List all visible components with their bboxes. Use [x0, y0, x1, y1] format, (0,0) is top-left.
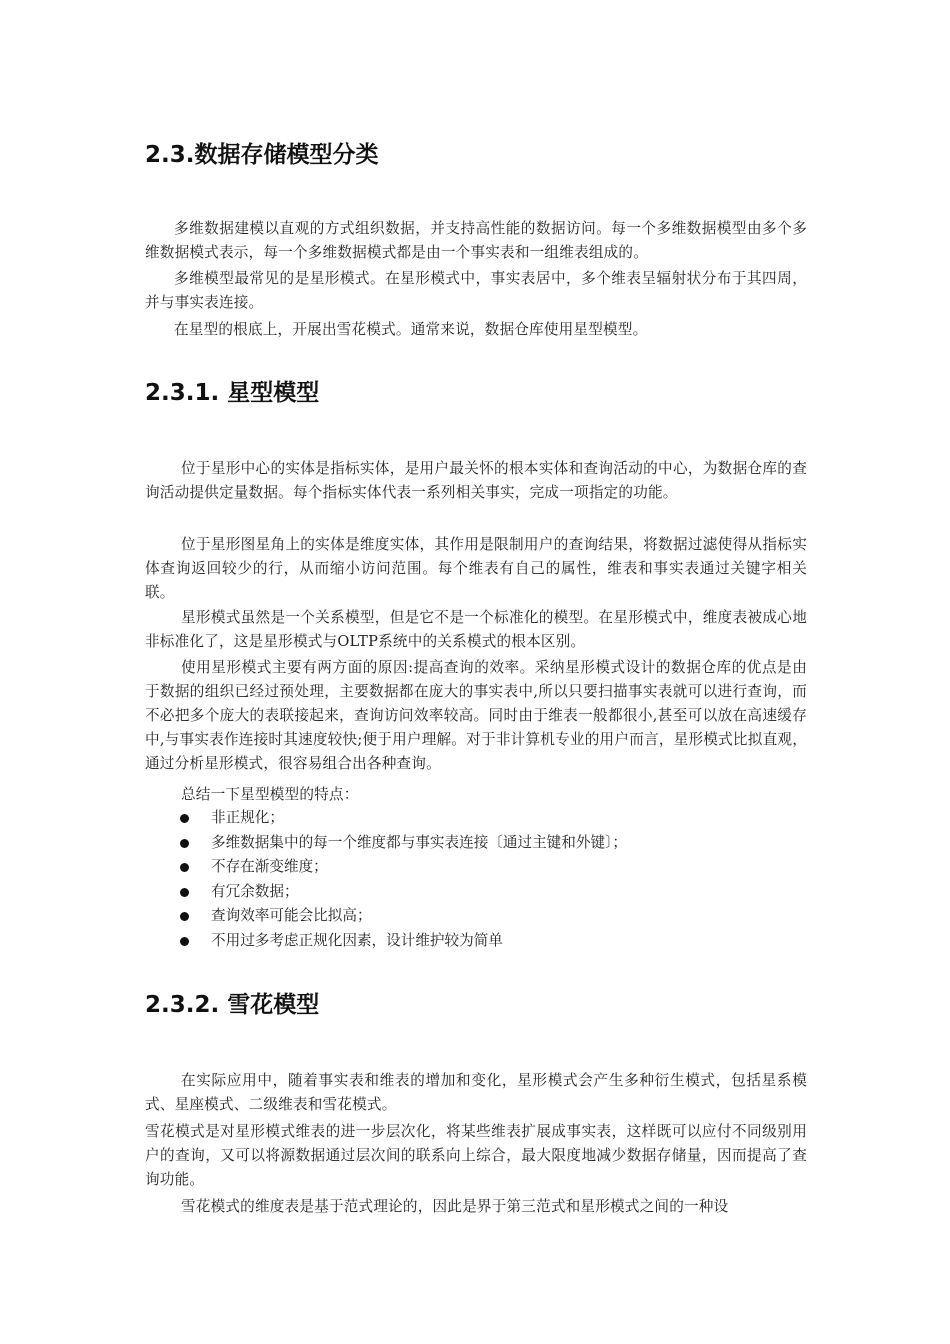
section-paragraph-1: 多维数据建模以直观的方式组织数据，并支持高性能的数据访问。每一个多维数据模型由多个多维数据模式表示，每一个多维数据模式都是由一个事实表和一组维表组成的。 [145, 220, 807, 261]
bullet-icon [180, 863, 189, 872]
list-item: 多维数据集中的每一个维度都与事实表连接〔通过主键和外键〕； [145, 831, 807, 856]
snowflake-paragraph-2: 雪花模式是对星形模式维表的进一步层次化，将某些维表扩展成事实表，这样既可以应付不同级别用户的查询，又可以将源数据通过层次间的联系向上综合，最大限度地减少数据存储量，因而提高了查询功能。 [145, 1123, 807, 1188]
list-item: 不用过多考虑正规化因素，设计维护较为简单 [145, 929, 807, 954]
list-item: 有冗余数据； [145, 880, 807, 905]
bullet-icon [180, 888, 189, 897]
list-item: 非正规化； [145, 806, 807, 831]
document-page [145, 0, 807, 1344]
star-model-heading: 2.3.1. 星型模型 [145, 380, 320, 406]
snowflake-model-heading: 2.3.2. 雪花模型 [145, 992, 320, 1018]
section-heading: 2.3.数据存储模型分类 [145, 142, 379, 168]
list-item: 不存在渐变维度； [145, 855, 807, 880]
star-paragraph-2: 位于星形图星角上的实体是维度实体，其作用是限制用户的查询结果，将数据过滤使得从指标实体查询返回较少的行，从而缩小访问范围。每个维表有自己的属性，维表和事实表通过关键字相关联。 [145, 536, 807, 601]
star-features-list [145, 806, 807, 954]
list-item: 查询效率可能会比拟高； [145, 904, 807, 929]
snowflake-paragraph-1: 在实际应用中，随着事实表和维表的增加和变化，星形模式会产生多种衍生模式，包括星系模式、星座模式、二级维表和雪花模式。 [145, 1072, 807, 1113]
bullet-icon [180, 912, 189, 921]
snowflake-paragraph-3: 雪花模式的维度表是基于范式理论的，因此是界于第三范式和星形模式之间的一种设 [181, 1198, 729, 1215]
star-paragraph-3: 星形模式虽然是一个关系模型，但是它不是一个标准化的模型。在星形模式中，维度表被成心地非标准化了，这是星形模式与OLTP系统中的关系模式的根本区别。 [145, 609, 807, 650]
star-summary-intro: 总结一下星型模型的特点： [181, 786, 359, 803]
section-paragraph-3: 在星型的根底上，开展出雪花模式。通常来说，数据仓库使用星型模型。 [174, 321, 648, 338]
section-paragraph-2: 多维模型最常见的是星形模式。在星形模式中，事实表居中，多个维表呈辐射状分布于其四周，并与事实表连接。 [145, 270, 807, 311]
star-paragraph-4: 使用星形模式主要有两方面的原因:提高查询的效率。采纳星形模式设计的数据仓库的优点是由于数据的组织已经过预处理，主要数据都在庞大的事实表中,所以只要扫描事实表就可以进行查询，而不必把多个庞大的表联接起来，查询访问效率较高。同时由于维表一般都很小,甚至可以放在高速缓存中,与事实表作连接时其速度较快;便于用户理解。对于非计算机专业的用户而言，星形模式比拟直观，通过分析星形模式，很容易组合出各种查询。 [145, 659, 807, 772]
bullet-icon [180, 839, 189, 848]
star-paragraph-1: 位于星形中心的实体是指标实体，是用户最关怀的根本实体和查询活动的中心，为数据仓库的查询活动提供定量数据。每个指标实体代表一系列相关事实，完成一项指定的功能。 [145, 460, 807, 501]
bullet-icon [180, 937, 189, 946]
bullet-icon [180, 814, 189, 823]
